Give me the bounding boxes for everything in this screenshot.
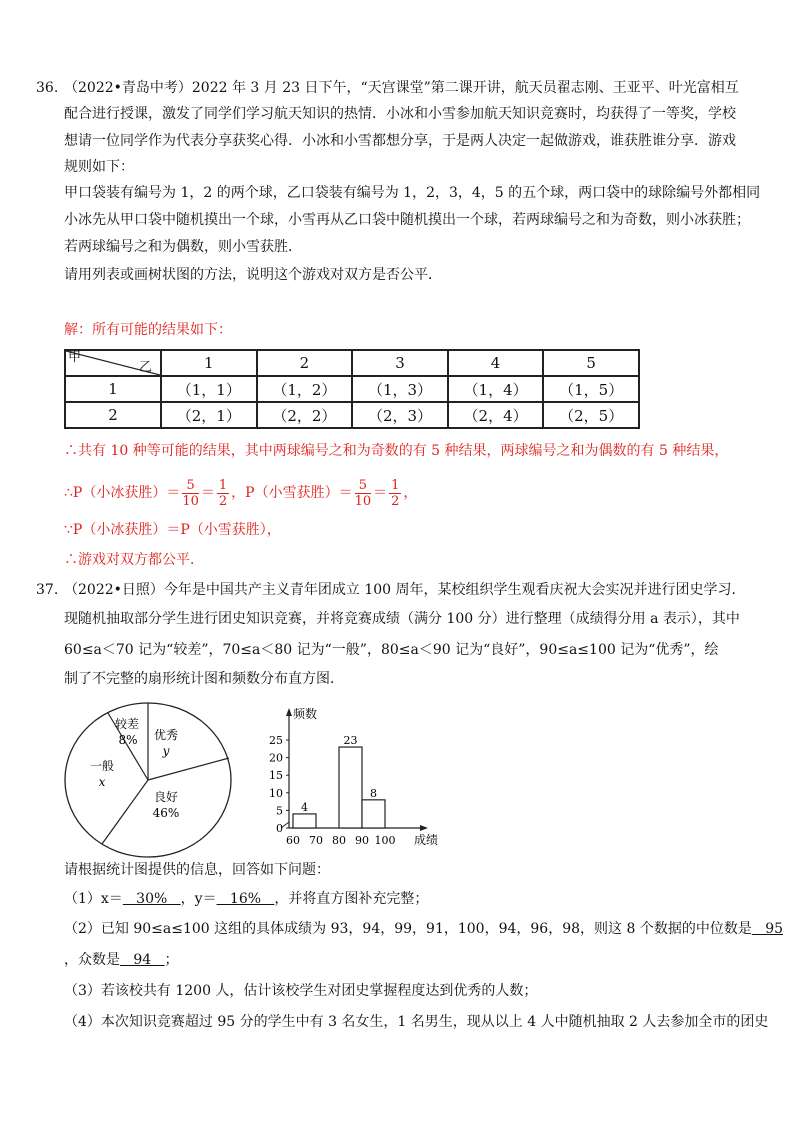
numerator: 1: [218, 477, 228, 493]
x-tick-label: 60: [286, 834, 300, 847]
denominator: 10: [354, 493, 372, 509]
pie-label: 较差: [114, 717, 140, 731]
part1-text: ，y＝: [180, 891, 217, 907]
q37-number: 37.: [36, 582, 59, 598]
table-cell: （1，2）: [257, 376, 353, 402]
equals-sign: ＝: [373, 485, 388, 501]
bar-data-label: 8: [370, 786, 377, 800]
y-axis-arrow: [286, 708, 292, 716]
answer-mode: 94: [120, 952, 165, 968]
equals-sign: ＝: [200, 485, 215, 501]
q36-line-8: 请用列表或画树状图的方法，说明这个游戏对双方是否公平．: [64, 267, 442, 283]
q37-line-1: （2022•日照）今年是中国共产主义青年团成立 100 周年，某校组织学生观看庆祝大会实况并进行团史学习．: [64, 582, 746, 598]
y-tick-label: 20: [269, 751, 283, 765]
outcome-table: [64, 349, 640, 429]
y-tick-label: 25: [269, 734, 283, 747]
corner-label-row: 甲: [68, 350, 82, 365]
col-header: 2: [257, 350, 353, 376]
table-header-row: [65, 350, 639, 376]
denominator: 2: [391, 493, 400, 509]
col-header: 5: [543, 350, 639, 376]
q37-prompt: 请根据统计图提供的信息，回答如下问题：: [64, 862, 330, 878]
q36-line-1: （2022•青岛中考）2022 年 3 月 23 日下午，“天宫课堂”第二课开讲，航天员翟志刚、王亚平、叶光富相互: [64, 80, 739, 96]
histogram-bar: [293, 814, 316, 828]
table-cell: （2，4）: [448, 402, 544, 428]
answer-median: 95: [751, 921, 784, 937]
pie-label: 46%: [152, 806, 180, 820]
part2-text: ，众数是: [64, 952, 120, 968]
pie-label: y: [162, 744, 170, 758]
conclusion-1: ∴共有 10 种等可能的结果，其中两球编号之和为奇数的有 5 种结果，两球编号之和为偶数的有 5 种结果，: [64, 443, 729, 459]
q37-part-3: （3）若该校共有 1200 人，估计该校学生对团史掌握程度达到优秀的人数；: [64, 983, 538, 999]
table-row: [65, 402, 639, 428]
prob-prefix: ∴P（小冰获胜）＝: [64, 485, 181, 501]
part1-text: ，并将直方图补充完整；: [274, 891, 429, 907]
fraction-1-2: [389, 478, 401, 509]
q36-line-2: 配合进行授课，激发了同学们学习航天知识的热情．小冰和小雪参加航天知识竞赛时，均获得了一等奖，学校: [64, 106, 736, 122]
pie-label: 良好: [153, 790, 179, 804]
pie-label: x: [98, 775, 106, 789]
q36-line-6: 小冰先从甲口袋中随机摸出一个球，小雪再从乙口袋中随机摸出一个球，若两球编号之和为奇数，则小冰获胜；: [64, 212, 750, 228]
x-axis-arrow: [420, 825, 428, 831]
q37-part-2b: [64, 950, 179, 970]
part2-text: （2）已知 90≤a≤100 这组的具体成绩为 93，94，99，91，100，94，96，98，则这 8 个数据的中位数是: [64, 921, 752, 937]
corner-label-col: 乙: [138, 360, 152, 375]
row-header: 2: [65, 402, 161, 428]
q37-line-4: 制了不完整的扇形统计图和频数分布直方图．: [64, 671, 344, 687]
table-cell: （1，5）: [543, 376, 639, 402]
x-axis-label: 成绩: [414, 833, 439, 847]
pie-label: 优秀: [153, 728, 179, 742]
table-corner-cell: [65, 350, 161, 376]
pie-label: 一般: [89, 759, 115, 773]
solution-intro: 解：所有可能的结果如下：: [64, 322, 232, 338]
x-tick-label: 100: [374, 834, 396, 847]
table-cell: （2，2）: [257, 402, 353, 428]
frequency-histogram: [256, 700, 446, 850]
table-cell: （1，4）: [448, 376, 544, 402]
part1-text: （1）x＝: [64, 891, 123, 907]
q36-number: 36.: [36, 80, 59, 96]
y-tick-label: 0: [276, 822, 283, 835]
q36-line-4: 规则如下：: [64, 159, 134, 175]
table-cell: （1，1）: [161, 376, 257, 402]
table-cell: （2，1）: [161, 402, 257, 428]
probability-line: [64, 476, 417, 510]
numerator: 5: [355, 478, 372, 494]
numerator: 5: [182, 478, 199, 494]
q37-part-1: [64, 889, 428, 909]
table-cell: （2，3）: [352, 402, 448, 428]
q37-part-4: （4）本次知识竞赛超过 95 分的学生中有 3 名女生，1 名男生，现从以上 4 人中随机抽取 2 人去参加全市的团史: [64, 1014, 769, 1030]
prob-end: ，: [403, 485, 418, 501]
denominator: 2: [218, 493, 228, 509]
q37-part-2: [64, 919, 783, 939]
answer-x: 30%: [122, 891, 181, 907]
fraction-5-10: [355, 478, 372, 509]
q36-line-5: 甲口袋装有编号为 1，2 的两个球，乙口袋装有编号为 1，2，3，4，5 的五个球，两口袋中的球除编号外都相同: [64, 185, 761, 201]
y-axis-label: 频数: [293, 707, 318, 721]
q36-line-3: 想请一位同学作为代表分享获奖心得．小冰和小雪都想分享，于是两人决定一起做游戏，谁获胜谁分享．游戏: [64, 133, 736, 149]
answer-y: 16%: [216, 891, 275, 907]
pie-label: 8%: [118, 733, 138, 747]
part2-text: ；: [164, 952, 179, 968]
because-line: ∵P（小冰获胜）＝P（小雪获胜），: [64, 522, 281, 538]
prob-mid: ，P（小雪获胜）＝: [231, 485, 353, 501]
numerator: 1: [391, 477, 400, 493]
x-tick-label: 80: [332, 834, 346, 847]
denominator: 10: [182, 493, 199, 509]
q36-line-7: 若两球编号之和为偶数，则小雪获胜．: [64, 239, 302, 255]
y-tick-label: 5: [276, 804, 283, 818]
q37-line-2: 现随机抽取部分学生进行团史知识竞赛，并将竞赛成绩（满分 100 分）进行整理（成绩得分用 a 表示），其中: [64, 611, 740, 627]
q37-line-3: 60≤a＜70 记为“较差”，70≤a＜80 记为“一般”，80≤a＜90 记为“良好”，90≤a≤100 记为“优秀”，绘: [64, 642, 719, 658]
row-header: 1: [65, 376, 161, 402]
x-tick-label: 70: [309, 834, 323, 847]
pie-chart: [62, 700, 234, 860]
table-cell: （2，5）: [543, 402, 639, 428]
col-header: 3: [352, 350, 448, 376]
fraction-1-2: [217, 478, 229, 509]
table-row: [65, 376, 639, 402]
bar-data-label: 4: [301, 800, 308, 814]
fraction-5-10: [182, 478, 199, 509]
histogram-bar: [362, 800, 385, 828]
bar-data-label: 23: [343, 734, 358, 748]
histogram-bar: [339, 747, 362, 828]
col-header: 4: [448, 350, 544, 376]
col-header: 1: [161, 350, 257, 376]
table-cell: （1，3）: [352, 376, 448, 402]
y-tick-label: 10: [269, 786, 283, 800]
y-tick-label: 15: [269, 769, 283, 783]
x-tick-label: 90: [355, 834, 369, 847]
final-line: ∴游戏对双方都公平．: [64, 552, 204, 568]
